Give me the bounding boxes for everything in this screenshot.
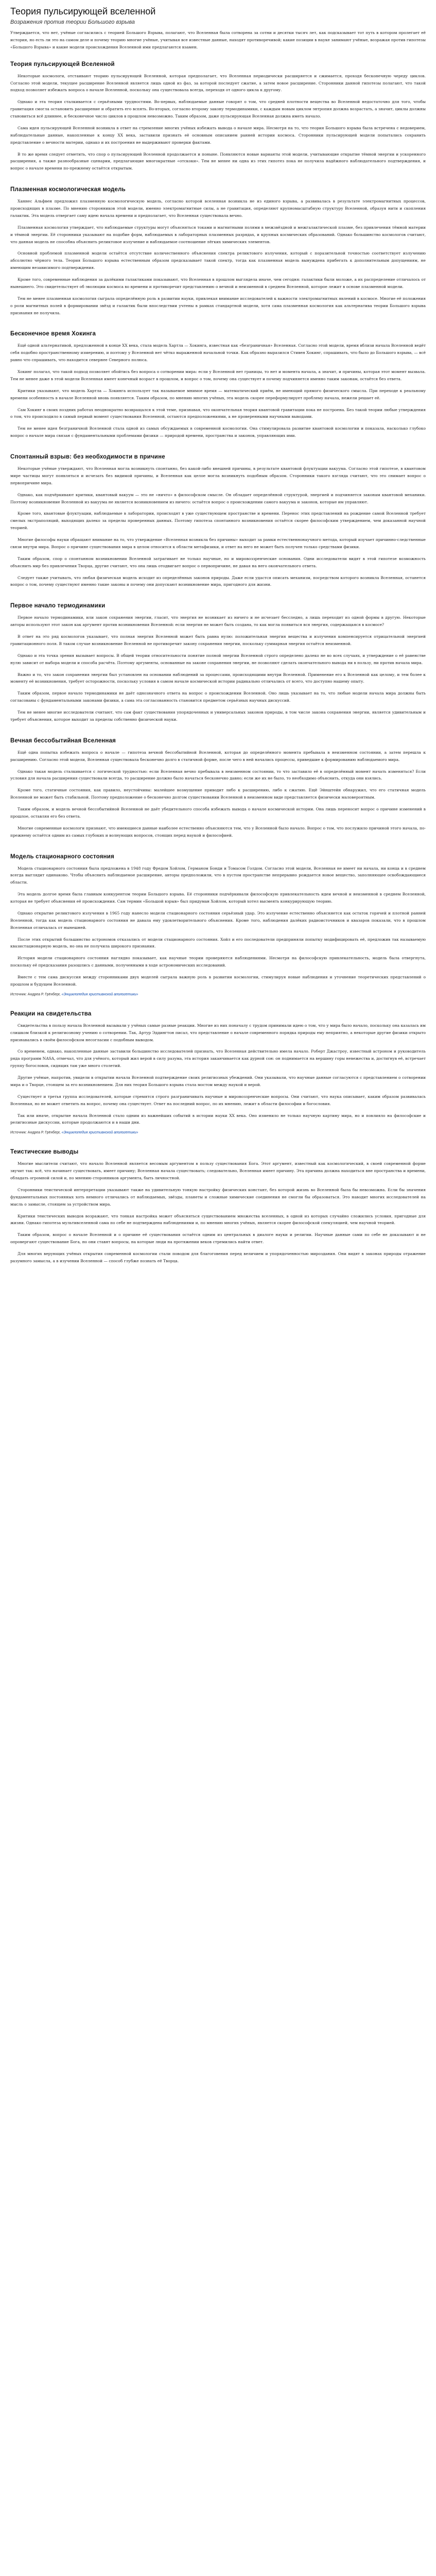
page-subtitle: Возражения против теории Большого взрыва [10, 19, 135, 25]
source-author: Андреа Р. Грёнберг, [27, 1131, 61, 1135]
source-label: Источник: [10, 992, 27, 996]
article-section [10, 1149, 426, 1265]
section-paragraph: Свидетельства в пользу начала Вселенной вызывали у учёных самые разные реакции. Многие из них поначалу с трудом принимали идею о том, что у мира было начало, поскольку она казалась им слишком близкой к религиозному учению о сотворении. Так, Артур Эддингтон писал, что представление о начале современного порядка природы ему неприятно, а некоторые другие физики открыто признавались в своём философском несогласии с подобным выводом. [10, 1023, 426, 1042]
section-paragraph: Таким образом, вопрос о начале Вселенной и о причине её существования остаётся одним из центральных в диалоге науки и религии. Научные данные сами по себе не доказывают и не опровергают существование Бога, но они ставят вопросы, на которые люди на протяжении веков стремились найти ответ. [10, 1232, 426, 1245]
article-section [10, 61, 426, 173]
section-paragraph: Кроме того, современные наблюдения за далёкими галактиками показывают, что Вселенная в прошлом выглядела иначе, чем сегодня: галактики были моложе, а их распределение отличалось от нынешнего. Это свидетельствует об эволюции космоса во времени и противоречит представлению о вечной и неизменной в среднем Вселенной, которое лежит в основе плазменной модели. [10, 277, 426, 289]
article-section [10, 854, 426, 996]
section-paragraph: Другие учёные, напротив, увидели в открытии начала Вселенной подтверждение своих религиозных убеждений. Они указывали, что научные данные согласуются с представлением о сотворении мира и о Творце, стоящем за его возникновением. Для них теория Большого взрыва стала мостом между наукой и верой. [10, 1075, 426, 1087]
section-paragraph: Ещё одна попытка избежать вопроса о начале — гипотеза вечной бессобытийной Вселенной, которая до определённого момента пребывала в неизменном состоянии, а затем перешла к расширению. Согласно этой модели, Вселенная существовала бесконечно долго в статичной форме, после чего в ней начались процессы, приведшие к формированию наблюдаемого мира. [10, 750, 426, 762]
section-paragraph: В то же время следует отметить, что спор о пульсирующей Вселенной продолжается и поныне. Появляются новые варианты этой модели, учитывающие открытие тёмной энергии и ускоренного расширения, а также разнообразные сценарии, предлагающие многократные «отскоки». Тем не менее ни одна из этих гипотез пока не получила надёжного наблюдательного подтверждения, и вопрос о начале времени по-прежнему остаётся открытым. [10, 151, 426, 171]
section-heading: Теория пульсирующей Вселенной [10, 61, 115, 67]
source-note [10, 1131, 426, 1134]
section-heading: Первое начало термодинамики [10, 603, 106, 609]
section-heading: Вечная бессобытийная Вселенная [10, 737, 116, 744]
source-note [10, 993, 426, 996]
section-paragraph: Тем не менее многие исследователи считают, что сам факт существования упорядоченных и универсальных законов природы, в том числе закона сохранения энергии, является удивительным и требует объяснения, которое выходит за пределы собственно физической науки. [10, 710, 426, 722]
intro-paragraph: Утверждается, что нет, учёные согласились с теорией Большого Взрыва, полагают, что Вселенная была сотворена за сотни и десятки тысяч лет, как подсказывает тот путь в котором пролегает её история, но есть ли это на самом деле и почему теорию многие учёные, учитывая все известные данные, находят противоречивой; какие позиции в науке занимают учёные, возражая против гипотезы «Большого Взрыва» и какие модели происхождения Вселенной ими предлагаются взамен. [10, 30, 426, 49]
article-section [10, 454, 426, 588]
section-paragraph: Таким образом, спор о спонтанном возникновении Вселенной затрагивает не только научные, но и мировоззренческие основания. Одни исследователи видят в этой гипотезе возможность объяснить мир без привлечения Творца, другие считают, что она лишь отодвигает вопрос о первопричине, не давая на него окончательного ответа. [10, 556, 426, 568]
section-paragraph: В ответ на это ряд космологов указывает, что полная энергия Вселенной может быть равна нулю: положительная энергия вещества и излучения компенсируется отрицательной энергией гравитационного поля. В таком случае возникновение Вселенной не противоречит закону сохранения энергии, поскольку суммарная энергия остаётся неизменной. [10, 634, 426, 646]
section-heading: Плазменная космологическая модель [10, 187, 126, 193]
section-paragraph: Вместе с тем сама дискуссия между сторонниками двух моделей сыграла важную роль в развитии космологии, стимулируя новые наблюдения и уточнение теоретических представлений о прошлом и будущем Вселенной. [10, 975, 426, 987]
section-paragraph: Кроме того, статичные состояния, как правило, неустойчивы: малейшее возмущение приводит либо к расширению, либо к сжатию. Ещё Эйнштейн обнаружил, что его статичная модель Вселенной не может быть стабильной. Поэтому предположение о бесконечно долгом существовании Вселенной в неизменном виде представляется физически маловероятным. [10, 788, 426, 800]
section-heading: Бесконечное время Хокинга [10, 331, 96, 337]
section-paragraph: Многие мыслители считают, что начало Вселенной является весомым аргументом в пользу существования Бога. Этот аргумент, известный как космологический, в своей современной форме звучит так: всё, что начинает существовать, имеет причину; Вселенная начала существовать; следовательно, Вселенная имеет причину. Эта причина должна находиться вне пространства и времени, обладать огромной силой и, по мнению сторонников аргумента, быть личностной. [10, 1161, 426, 1180]
section-paragraph: Эта модель долгое время была главным конкурентом теории Большого взрыва. Её сторонники подчёркивали философскую привлекательность идеи вечной и неизменной в среднем Вселенной, которая не требует объяснения её происхождения. Сам термин «Большой взрыв» был придуман Хойлом, который хотел высмеять конкурирующую теорию. [10, 892, 426, 904]
section-paragraph: Ханнес Альфвен предложил плазменную космологическую модель, согласно которой вселенная возникла не из единого взрыва, а развивалась в результате электромагнитных процессов, происходящих в плазме. По мнению сторонников этой модели, именно электромагнитные силы, а не гравитация, определяют крупномасштабную структуру Вселенной, образуя нити и скопления галактик. Эта модель отвергает саму идею начала времени и предполагает, что Вселенная существовала вечно. [10, 199, 426, 218]
section-paragraph: Первое начало термодинамики, или закон сохранения энергии, гласит, что энергия не возникает из ничего и не исчезает бесследно, а лишь переходит из одной формы в другую. Некоторые авторы используют этот закон как аргумент против возникновения Вселенной: если энергия не может быть создана, то как могла появиться вся энергия, содержащаяся в космосе? [10, 615, 426, 628]
section-paragraph: Так или иначе, открытие начала Вселенной стало одним из важнейших событий в истории науки XX века. Оно изменило не только научную картину мира, но и повлияло на философские и религиозные дискуссии, которые продолжаются и в наши дни. [10, 1113, 426, 1125]
article-section [10, 187, 426, 316]
section-paragraph: Со временем, однако, накопленные данные заставили большинство исследователей признать, что Вселенная действительно имела начало. Роберт Джастроу, известный астроном и руководитель ряда программ NASA, отмечал, что для учёного, который жил верой в силу разума, эта история заканчивается как дурной сон: он поднимается на вершину горы невежества и, достигнув её, встречает группу богословов, сидящих там уже много столетий. [10, 1049, 426, 1069]
section-paragraph: Однако, как подчёркивают критики, квантовый вакуум — это не «ничто» в философском смысле. Он обладает определённой структурой, энергией и подчиняется законам квантовой механики. Поэтому возникновение Вселенной из вакуума не является возникновением из ничего: остаётся вопрос о происхождении самого вакуума и законов, которые им управляют. [10, 492, 426, 504]
section-paragraph: Хокинг полагал, что такой подход позволяет обойтись без вопроса о сотворении мира: если у Вселенной нет границы, то нет и момента начала, а значит, и причины, которая этот момент вызвала. Тем не менее даже в этой модели Вселенная имеет конечный возраст в прошлом, и вопрос о том, почему она существует и почему подчиняется именно таким законам, остаётся без ответа. [10, 369, 426, 381]
source-label: Источник: [10, 1131, 27, 1135]
source-title-link[interactable]: «Энциклопедия христианской апологетики» [61, 1131, 138, 1135]
section-paragraph: Тем не менее плазменная космология сыграла определённую роль в развитии науки, привлекая внимание исследователей к важности электромагнитных явлений в космосе. Многие её положения о роли магнитных полей в формировании звёзд и галактик были впоследствии учтены в рамках стандартной модели, хотя сама плазменная космология как альтернатива теории Большого взрыва признания не получила. [10, 296, 426, 315]
section-paragraph: Таким образом, первое начало термодинамики не даёт однозначного ответа на вопрос о происхождении Вселенной. Оно лишь указывает на то, что любые модели начала мира должны быть согласованы с фундаментальными законами физики, а сама эта согласованность становится предметом серьёзных научных дискуссий. [10, 691, 426, 703]
section-paragraph: Некоторые космологи, отстаивают теорию пульсирующей Вселенной, которая предполагает, что Вселенная периодически расширяется и сжимается, проходя бесконечную череду циклов. Согласно этой модели, текущее расширение Вселенной является лишь одной из фаз, за которой последует сжатие, а затем новое расширение. Сторонники данной гипотезы полагают, что такой подход позволяет избежать вопроса о начале Вселенной, поскольку она существовала всегда, переходя от одного цикла к другому. [10, 73, 426, 93]
article-sections [10, 61, 426, 1265]
article-section [10, 603, 426, 723]
article-section [10, 738, 426, 839]
section-paragraph: Многие философы науки обращают внимание на то, что утверждение «Вселенная возникла без причины» выходит за рамки естественнонаучного метода, который изучает причинно-следственные связи внутри мира. Вопрос о причине существования мира в целом относится к области метафизики, и ответ на него не может быть получен только средствами физики. [10, 537, 426, 549]
section-heading: Спонтанный взрыв: без необходимости в причине [10, 454, 165, 460]
section-paragraph: Критики указывают, что модель Хартла — Хокинга использует так называемое мнимое время — математический приём, не имеющий прямого физического смысла. При переходе к реальному времени особенность в начале Вселенной вновь появляется. Таким образом, по мнению многих учёных, эта модель скорее переформулирует проблему начала, нежели решает её. [10, 388, 426, 400]
source-author: Андреа Р. Грёнберг, [27, 992, 61, 996]
section-paragraph: Многие современные космологи признают, что имеющиеся данные наиболее естественно объясняются тем, что у Вселенной было начало. Вопрос о том, что послужило причиной этого начала, по-прежнему остаётся одним из самых глубоких и волнующих вопросов, стоящих перед наукой и философией. [10, 825, 426, 838]
section-paragraph: История модели стационарного состояния наглядно показывает, как научные теории проверяются наблюдениями. Несмотря на философскую привлекательность, модель была отвергнута, поскольку её предсказания разошлись с данными, полученными в ходе астрономических исследований. [10, 956, 426, 968]
section-paragraph: Однако и эта теория сталкивается с серьёзными трудностями. Во-первых, наблюдаемые данные говорят о том, что средней плотности вещества во Вселенной недостаточно для того, чтобы гравитация смогла остановить расширение и обратить его вспять. Во-вторых, согласно второму закону термодинамики, с каждым новым циклом энтропия должна возрастать, а значит, циклы должны становиться всё длиннее, и бесконечное число циклов в прошлом невозможно. Таким образом, даже пульсирующая Вселенная должна иметь начало. [10, 99, 426, 118]
section-paragraph: Сам Хокинг в своих поздних работах неоднократно возвращался к этой теме, признавая, что окончательная теория квантовой гравитации пока не построена. Без такой теории любые утверждения о том, что происходило в самый первый момент существования Вселенной, остаются предположениями, а не проверенными научными выводами. [10, 407, 426, 419]
section-paragraph: Кроме того, квантовые флуктуации, наблюдаемые в лаборатории, происходят в уже существующем пространстве и времени. Перенос этих представлений на рождение самой Вселенной требует смелых экстраполяций, выходящих далеко за пределы проверенных данных. Поэтому гипотеза спонтанного возникновения остаётся скорее философским утверждением, чем доказанной научной теорией. [10, 511, 426, 531]
section-paragraph: Таким образом, и модель вечной бессобытийной Вселенной не даёт убедительного способа избежать вывода о начале космической истории. Она лишь переносит вопрос о причине изменений в прошлое, оставляя его без ответа. [10, 807, 426, 819]
section-paragraph: Важно и то, что закон сохранения энергии был установлен на основании наблюдений за процессами, происходящими внутри Вселенной. Применение его к Вселенной как целому, и тем более к моменту её возникновения, требует осторожности, поскольку условия в самом начале космической истории радикально отличались от всего, что доступно нашему опыту. [10, 672, 426, 684]
section-paragraph: Существует и третья группа исследователей, которые стремятся строго разграничивать научные и мировоззренческие вопросы. Они считают, что наука описывает, каким образом развивалась Вселенная, но не может ответить на вопрос, почему она существует. Ответ на последний вопрос, по их мнению, лежит в области философии и богословия. [10, 1094, 426, 1106]
section-paragraph: Однако такая модель сталкивается с логической трудностью: если Вселенная вечно пребывала в неизменном состоянии, то что заставило её в определённый момент начать изменяться? Если условия для начала расширения существовали всегда, то расширение должно было начаться бесконечно давно; если же их не было, то необходимо объяснить, откуда они взялись. [10, 769, 426, 781]
section-paragraph: После этих открытий большинство астрономов отказались от модели стационарного состояния. Хойл и его последователи предприняли попытку модифицировать её, предложив так называемую квазистационарную модель, но она не получила широкого признания. [10, 937, 426, 949]
section-heading: Реакции на свидетельства [10, 1010, 92, 1017]
section-paragraph: Следует также учитывать, что любая физическая модель исходит из определённых законов природы. Даже если удастся описать механизм, посредством которого возникла Вселенная, останется вопрос о том, почему существуют именно такие законы и почему они допускают возникновение мира, пригодного для жизни. [10, 575, 426, 587]
source-title-link[interactable]: «Энциклопедия христианской апологетики» [61, 992, 138, 996]
section-paragraph: Однако и эта точка зрения вызывает вопросы. В общей теории относительности понятие полной энергии Вселенной строго определено далеко не во всех случаях, и утверждение о её равенстве нулю зависит от выбора модели и способа расчёта. Поэтому аргументы, основанные на законе сохранения энергии, не позволяют сделать окончательного вывода ни в пользу, ни против начала мира. [10, 653, 426, 665]
section-paragraph: Модель стационарного состояния была предложена в 1948 году Фредом Хойлом, Германом Бонди и Томасом Голдом. Согласно этой модели, Вселенная не имеет ни начала, ни конца и в среднем всегда выглядит одинаково. Чтобы объяснить наблюдаемое расширение, авторы предположили, что в пустом пространстве непрерывно рождается новое вещество, заполняющее освобождающиеся области. [10, 866, 426, 885]
article-section [10, 331, 426, 439]
page-title: Теория пульсирующей вселенной [10, 6, 156, 16]
section-paragraph: Однако открытие реликтового излучения в 1965 году нанесло модели стационарного состояния серьёзный удар. Это излучение естественно объясняется как остаток горячей и плотной ранней Вселенной, тогда как модель стационарного состояния не давала ему удовлетворительного объяснения. Кроме того, наблюдения далёких радиоисточников и квазаров показали, что в прошлом Вселенная отличалась от нынешней. [10, 910, 426, 930]
section-paragraph: Некоторые учёные утверждают, что Вселенная могла возникнуть спонтанно, без какой-либо внешней причины, в результате квантовой флуктуации вакуума. Согласно этой гипотезе, в квантовом мире частицы могут появляться и исчезать без видимой причины, и Вселенная как целое могла возникнуть подобным образом. Сторонники такого взгляда считают, что это снимает вопрос о первопричине мира. [10, 466, 426, 485]
section-heading: Модель стационарного состояния [10, 853, 114, 860]
section-paragraph: Основной проблемой плазменной модели остаётся отсутствие количественного объяснения спектра реликтового излучения, который с поразительной точностью соответствует излучению абсолютно чёрного тела. Теория Большого взрыва естественным образом предсказывает такой спектр, тогда как плазменная модель вынуждена прибегать к дополнительным допущениям, не имеющим независимого подтверждения. [10, 251, 426, 270]
section-paragraph: Сторонники теистической интерпретации указывают также на удивительную тонкую настройку физических констант, без которой жизнь во Вселенной была бы невозможна. Если бы значения фундаментальных постоянных хоть немного отличались от наблюдаемых, звёзды, планеты и сложные химические соединения не смогли бы образоваться. Это наводит многих исследователей на мысль о замысле, стоящем за устройством мира. [10, 1187, 426, 1207]
section-paragraph: Критики теистических выводов возражают, что тонкая настройка может объясняться существованием множества вселенных, в одной из которых случайно сложились условия, пригодные для жизни. Однако гипотеза мультивселенной сама по себе не подтверждена наблюдениями и, по мнению многих учёных, является скорее философской спекуляцией, чем научной теорией. [10, 1213, 426, 1226]
section-paragraph: Плазменная космология утверждает, что наблюдаемые структуры могут объясняться токами и магнитными полями в межзвёздной и межгалактической плазме, без привлечения тёмной материи и тёмной энергии. Её сторонники указывают на подобие форм, наблюдаемых в лабораторных плазменных разрядах, и крупных космических образований. Однако большинство космологов считают, что данная модель не способна объяснить реликтовое излучение и наблюдаемое соотношение лёгких химических элементов. [10, 225, 426, 244]
section-paragraph: Ещё одной альтернативой, предложенной в конце XX века, стала модель Хартла — Хокинга, известная как «безграничная» Вселенная. Согласно этой модели, время вблизи начала Вселенной ведёт себя подобно пространственному измерению, и поэтому у Вселенной нет чётко выраженной начальной точки. Как образно выразился Стивен Хокинг, спрашивать, что было до Большого взрыва, — всё равно что спрашивать, что находится севернее Северного полюса. [10, 343, 426, 363]
section-heading: Теистические выводы [10, 1149, 79, 1156]
section-paragraph: Для многих верующих учёных открытия современной космологии стали поводом для благоговения перед величием и упорядоченностью мироздания. Они видят в законах природы отражение разумного замысла, а в изучении Вселенной — способ глубже познать её Творца. [10, 1251, 426, 1263]
article-section [10, 1011, 426, 1135]
section-paragraph: Тем не менее идея безграничной Вселенной стала одной из самых обсуждаемых в современной космологии. Она стимулировала развитие квантовой космологии и показала, насколько глубоко вопрос о начале мира связан с фундаментальными проблемами физики — природой времени, пространства и законов, управляющих ими. [10, 426, 426, 438]
section-paragraph: Сама идея пульсирующей Вселенной возникла в ответ на стремление многих учёных избежать вывода о начале мира. Несмотря на то, что теория Большого взрыва была встречена с недоверием, наблюдательные данные, накопленные к концу XX века, заставили признать её основным описанием ранней истории космоса. Сторонники пульсирующей модели попытались сохранить представление о вечности материи, однако и их построения не выдерживают проверки фактами. [10, 125, 426, 145]
